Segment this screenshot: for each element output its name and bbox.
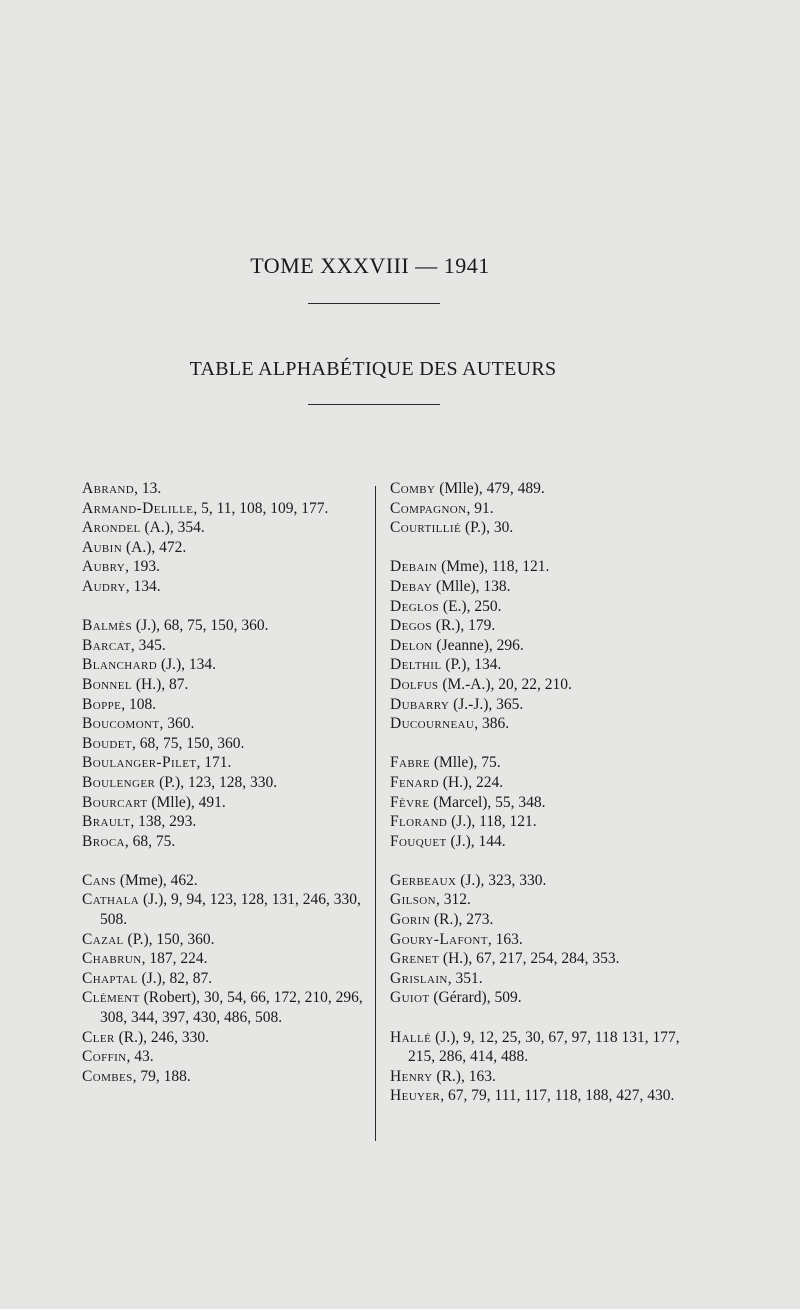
- index-entry: [390, 557, 690, 577]
- page-references: (H.), 67, 217, 254, 284, 353.: [439, 950, 620, 968]
- index-entry: [390, 1067, 690, 1087]
- author-name: Fabre: [390, 754, 430, 772]
- index-entry: [82, 675, 382, 695]
- page-references: , 79, 188.: [132, 1067, 191, 1085]
- entry-gap: [82, 851, 382, 871]
- page-references: (J.), 323, 330.: [456, 871, 547, 889]
- left-column: [82, 479, 382, 1086]
- page-references: (Mlle), 138.: [432, 577, 511, 595]
- page-references: (Mme), 118, 121.: [437, 558, 550, 576]
- author-name: Bourcart: [82, 793, 148, 811]
- page-references: (R.), 273.: [430, 911, 494, 929]
- index-entry: [82, 793, 382, 813]
- index-entry: [390, 616, 690, 636]
- page-references: (H.), 87.: [132, 675, 189, 693]
- page-references: (E.), 250.: [439, 597, 502, 615]
- page-references: , 345.: [130, 636, 166, 654]
- author-name: Hallé: [390, 1028, 432, 1046]
- author-name: Balmès: [82, 617, 133, 635]
- page-references: , 91.: [466, 499, 494, 517]
- index-entry: [82, 988, 382, 1027]
- page-references: (Robert), 30, 54, 66, 172, 210, 296, 308, 344, 397, 430, 486, 508.: [100, 989, 363, 1027]
- index-entry: [390, 499, 690, 519]
- author-name: Delthil: [390, 656, 442, 674]
- index-entry: [390, 695, 690, 715]
- index-entry: [82, 1047, 382, 1067]
- index-entry: [390, 930, 690, 950]
- author-name: Cazal: [82, 930, 124, 948]
- index-entry: [390, 910, 690, 930]
- author-name: Broca: [82, 832, 125, 850]
- page-references: , 360.: [159, 715, 195, 733]
- index-entry: [82, 538, 382, 558]
- entry-gap: [390, 1008, 690, 1028]
- page-references: , 163.: [487, 930, 523, 948]
- title-rule: [308, 303, 440, 304]
- author-name: Boppe: [82, 695, 122, 713]
- page-references: (J.), 118, 121.: [447, 813, 537, 831]
- page-references: (P.), 30.: [461, 519, 514, 537]
- author-name: Comby: [390, 480, 436, 497]
- index-entry: [82, 616, 382, 636]
- index-entry: [390, 812, 690, 832]
- author-name: Clément: [82, 989, 140, 1007]
- index-entry: [390, 988, 690, 1008]
- page-references: (A.), 354.: [140, 519, 205, 537]
- index-entry: [390, 773, 690, 793]
- author-name: Bonnel: [82, 675, 133, 693]
- index-entry: [82, 577, 382, 597]
- page-references: (A.), 472.: [122, 538, 187, 556]
- page-references: (Gérard), 509.: [429, 989, 522, 1007]
- author-name: Compagnon: [390, 499, 467, 517]
- author-name: Brault: [82, 813, 131, 831]
- page-references: (P.), 134.: [441, 656, 502, 674]
- page-references: (P.), 150, 360.: [123, 930, 215, 948]
- index-entry: [390, 636, 690, 656]
- author-name: Chaptal: [82, 969, 138, 987]
- author-name: Debay: [390, 577, 433, 595]
- author-name: Goury-Lafont: [390, 930, 488, 948]
- right-column: [390, 479, 690, 1106]
- author-name: Boulanger-Pilet: [82, 754, 197, 772]
- page-references: (Mlle), 75.: [429, 754, 501, 772]
- author-name: Grislain: [390, 969, 448, 987]
- index-entry: [390, 949, 690, 969]
- author-name: Deglos: [390, 597, 440, 615]
- page-references: , 187, 224.: [141, 950, 208, 968]
- index-entry: [82, 479, 382, 499]
- author-name: Gerbeaux: [390, 871, 457, 889]
- index-entry: [82, 557, 382, 577]
- page-references: (J.), 68, 75, 150, 360.: [132, 617, 269, 635]
- index-entry: [390, 793, 690, 813]
- page-references: (R.), 246, 330.: [114, 1028, 210, 1046]
- page-references: (J.), 134.: [157, 656, 217, 674]
- author-name: Grenet: [390, 950, 440, 968]
- page-references: , 108.: [121, 695, 157, 713]
- page-references: (R.), 163.: [432, 1067, 496, 1085]
- page-references: , 134.: [125, 577, 161, 595]
- page-references: , 68, 75.: [124, 832, 176, 850]
- page-references: , 13.: [134, 480, 162, 497]
- index-entry: [82, 1067, 382, 1087]
- author-name: Degos: [390, 617, 432, 635]
- page-references: , 138, 293.: [130, 813, 197, 831]
- index-entry: [390, 518, 690, 538]
- page-references: (J.), 9, 94, 123, 128, 131, 246, 330, 508.: [100, 891, 361, 929]
- author-name: Cathala: [82, 891, 140, 909]
- author-name: Gorin: [390, 911, 431, 929]
- index-entry: [82, 871, 382, 891]
- page-references: (H.), 224.: [438, 773, 504, 791]
- index-entry: [82, 714, 382, 734]
- index-entry: [390, 1086, 690, 1106]
- page-references: (Jeanne), 296.: [432, 636, 524, 654]
- author-name: Delon: [390, 636, 433, 654]
- page-references: , 193.: [125, 558, 161, 576]
- author-name: Heuyer: [390, 1087, 441, 1105]
- index-entry: [390, 753, 690, 773]
- index-entry: [82, 949, 382, 969]
- index-entry: [82, 812, 382, 832]
- page-references: , 68, 75, 150, 360.: [132, 734, 245, 752]
- author-name: Abrand: [82, 480, 135, 497]
- author-name: Chabrun: [82, 950, 142, 968]
- author-name: Arondel: [82, 519, 141, 537]
- index-entry: [390, 675, 690, 695]
- page-references: , 351.: [447, 969, 483, 987]
- author-name: Cans: [82, 871, 116, 889]
- index-entry: [82, 832, 382, 852]
- index-entry: [390, 655, 690, 675]
- entry-gap: [390, 851, 690, 871]
- index-entry: [390, 597, 690, 617]
- page-references: (Mlle), 491.: [147, 793, 226, 811]
- index-entry: [82, 1028, 382, 1048]
- page-references: , 5, 11, 108, 109, 177.: [193, 499, 329, 517]
- index-entry: [82, 890, 382, 929]
- author-name: Coffin: [82, 1048, 127, 1066]
- page-references: , 312.: [435, 891, 471, 909]
- page-references: (J.), 144.: [446, 832, 506, 850]
- index-entry: [390, 969, 690, 989]
- author-name: Fouquet: [390, 832, 447, 850]
- author-name: Dolfus: [390, 675, 439, 693]
- index-entry: [390, 479, 690, 499]
- author-name: Barcat: [82, 636, 131, 654]
- column-divider: [375, 486, 376, 1141]
- page-title: TOME XXXVIII — 1941: [250, 253, 490, 278]
- page-references: (J.-J.), 365.: [449, 695, 524, 713]
- entry-gap: [390, 734, 690, 754]
- author-name: Guiot: [390, 989, 430, 1007]
- author-name: Courtillié: [390, 519, 462, 537]
- index-entry: [390, 832, 690, 852]
- author-name: Audry: [82, 577, 126, 595]
- index-entry: [82, 636, 382, 656]
- author-name: Florand: [390, 813, 448, 831]
- author-name: Ducourneau: [390, 715, 475, 733]
- author-name: Henry: [390, 1067, 433, 1085]
- index-entry: [390, 871, 690, 891]
- page-references: (Mme), 462.: [115, 871, 198, 889]
- author-name: Combes: [82, 1067, 133, 1085]
- section-title: TABLE ALPHABÉTIQUE DES AUTEURS: [189, 358, 557, 380]
- index-entry: [82, 734, 382, 754]
- page-references: , 67, 79, 111, 117, 118, 188, 427, 430.: [440, 1087, 675, 1105]
- index-entry: [390, 890, 690, 910]
- page-references: (M.-A.), 20, 22, 210.: [438, 675, 572, 693]
- entry-gap: [82, 597, 382, 617]
- author-name: Fenard: [390, 773, 439, 791]
- index-entry: [82, 695, 382, 715]
- author-name: Aubin: [82, 538, 123, 556]
- index-entry: [82, 753, 382, 773]
- index-entry: [390, 714, 690, 734]
- author-name: Fèvre: [390, 793, 430, 811]
- index-entry: [82, 773, 382, 793]
- author-name: Gilson: [390, 891, 436, 909]
- author-name: Debain: [390, 558, 438, 576]
- author-name: Aubry: [82, 558, 126, 576]
- page-references: , 43.: [126, 1048, 154, 1066]
- author-name: Boudet: [82, 734, 133, 752]
- author-name: Blanchard: [82, 656, 158, 674]
- page-references: , 386.: [474, 715, 510, 733]
- author-name: Armand-Delille: [82, 499, 194, 517]
- author-name: Cler: [82, 1028, 115, 1046]
- index-entry: [82, 499, 382, 519]
- index-entry: [390, 1028, 690, 1067]
- index-entry: [390, 577, 690, 597]
- page-references: (Marcel), 55, 348.: [429, 793, 546, 811]
- author-name: Boucomont: [82, 715, 160, 733]
- index-entry: [82, 518, 382, 538]
- page-references: (P.), 123, 128, 330.: [155, 773, 278, 791]
- page-references: (J.), 9, 12, 25, 30, 67, 97, 118 131, 177, 215, 286, 414, 488.: [408, 1028, 680, 1066]
- index-entry: [82, 655, 382, 675]
- page-references: (Mlle), 479, 489.: [435, 480, 545, 497]
- author-name: Dubarry: [390, 695, 450, 713]
- entry-gap: [390, 538, 690, 558]
- author-name: Boulenger: [82, 773, 156, 791]
- page-references: (R.), 179.: [431, 617, 496, 635]
- page-references: (J.), 82, 87.: [137, 969, 213, 987]
- page-references: , 171.: [196, 754, 232, 772]
- index-entry: [82, 930, 382, 950]
- index-entry: [82, 969, 382, 989]
- subtitle-rule: [308, 404, 440, 405]
